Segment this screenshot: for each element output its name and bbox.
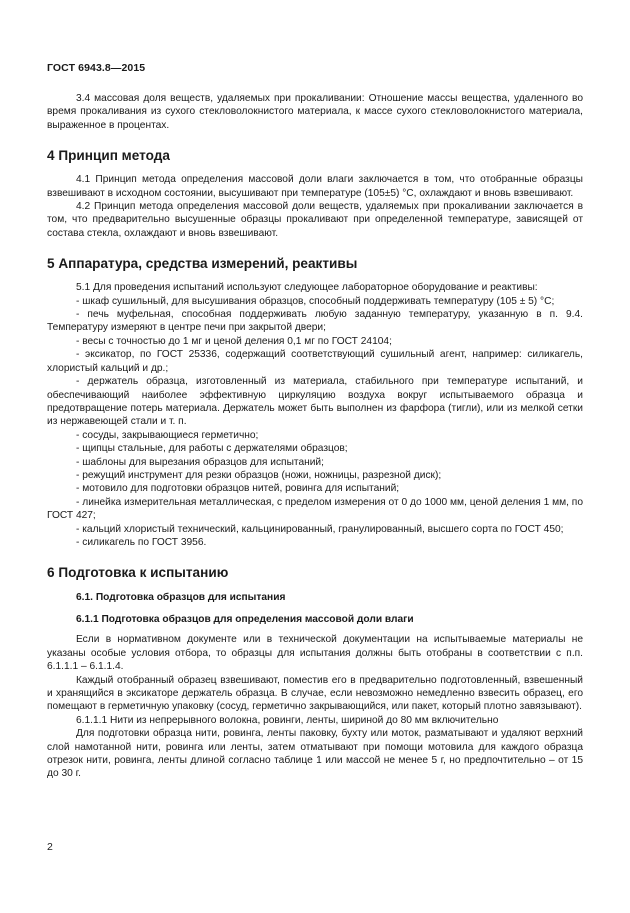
list-item: - щипцы стальные, для работы с держателями образцов; <box>76 443 348 455</box>
paragraph: Если в нормативном документе или в технической документации на испытываемые материалы не указаны особые условия отбора, то образцы для испытания должны быть отобраны в соответствии с п.п. 6.1.1.1 – 6.1.1.4. <box>47 634 583 673</box>
document-body <box>47 88 583 781</box>
page-number: 2 <box>47 841 53 853</box>
paragraph-6-1-1-1: 6.1.1.1 Нити из непрерывного волокна, ровинги, ленты, шириной до 80 мм включительно <box>76 714 499 726</box>
list-item: - эксикатор, по ГОСТ 25336, содержащий соответствующий сушильный агент, например: силикагель, хлористый кальций и др.; <box>47 349 583 374</box>
paragraph: Каждый отобранный образец взвешивают, поместив его в предварительно подготовленный, взвешенный и хранящийся в эксикаторе держатель образца. В случае, если невозможно немедленно взвесить образец, его помещают в герметичную упаковку (сосуд, герметично закрывающийся, или пакет, который плотно завязывают). <box>47 674 583 713</box>
list-item: - линейка измерительная металлическая, с пределом измерения от 0 до 1000 мм, ценой деления 1 мм, по ГОСТ 427; <box>47 496 583 522</box>
list-item: - сосуды, закрывающиеся герметично; <box>76 429 259 441</box>
subsection-6-1-title: 6.1. Подготовка образцов для испытания <box>76 592 286 604</box>
paragraph-5-1: 5.1 Для проведения испытаний используют следующее лабораторное оборудование и реактивы: <box>76 282 538 294</box>
section-5-title: 5 Аппаратура, средства измерений, реактивы <box>47 256 358 272</box>
paragraph-3-4: 3.4 массовая доля веществ, удаляемых при прокаливании: Отношение массы вещества, удаленного во время прокаливания из сухого стекловолокнистого материала, к массе сухого стекловолокнистого материала, выраженное в процентах. <box>47 93 583 131</box>
section-6-title: 6 Подготовка к испытанию <box>47 565 229 581</box>
list-item: - держатель образца, изготовленный из материала, стабильного при температуре испытаний, и обеспечивающий наиболее эффективную циркуляцию воздуха вокруг испытываемого образца и предотвращение потерь материала. Держатель может быть выполнен из фарфора (тигли), или из мелкой сетки из нержавеющей стали и т. п. <box>47 376 583 428</box>
paragraph: Для подготовки образца нити, ровинга, ленты паковку, бухту или моток, разматывают и удаляют верхний слой намотанной нити, ровинга или ленты, затем отматывают при помощи мотовила для каждого образца отрезок нити, ровинга, ленты длиной согласно таблице 1 или массой не менее 5 г, но предпочтительно – от 15 до 30 г. <box>47 728 583 780</box>
list-item: - печь муфельная, способная поддерживать любую заданную температуру, указанную в п. 9.4. Температуру измеряют в центре печи при закрытой двери; <box>47 309 583 334</box>
list-item: - силикагель по ГОСТ 3956. <box>76 536 207 548</box>
paragraph-4-1: 4.1 Принцип метода определения массовой доли влаги заключается в том, что отобранные образцы взвешивают в исходном состоянии, высушивают при температуре (105±5) °С, охлаждают и вновь взвешивают. <box>47 174 583 199</box>
list-item: - весы с точностью до 1 мг и ценой деления 0,1 мг по ГОСТ 24104; <box>76 335 392 347</box>
list-item: - шкаф сушильный, для высушивания образцов, способный поддерживать температуру (105 ± 5) °С; <box>76 295 555 307</box>
list-item: - режущий инструмент для резки образцов (ножи, ножницы, разрезной диск); <box>76 469 442 481</box>
list-item: - кальций хлористый технический, кальцинированный, гранулированный, высшего сорта по ГОСТ 450; <box>76 523 564 535</box>
list-item: - мотовило для подготовки образцов нитей, ровинга для испытаний; <box>76 483 400 495</box>
section-4-title: 4 Принцип метода <box>47 148 170 164</box>
list-item: - шаблоны для вырезания образцов для испытаний; <box>76 456 324 468</box>
subsection-6-1-1-title: 6.1.1 Подготовка образцов для определения массовой доли влаги <box>76 614 414 626</box>
document-header: ГОСТ 6943.8—2015 <box>47 62 146 74</box>
paragraph-4-2: 4.2 Принцип метода определения массовой доли веществ, удаляемых при прокаливании заключается в том, что предварительно высушенные образцы прокаливают при определенной температуре, зависящей от состава стекла, охлаждают и вновь взвешивают. <box>47 201 583 239</box>
